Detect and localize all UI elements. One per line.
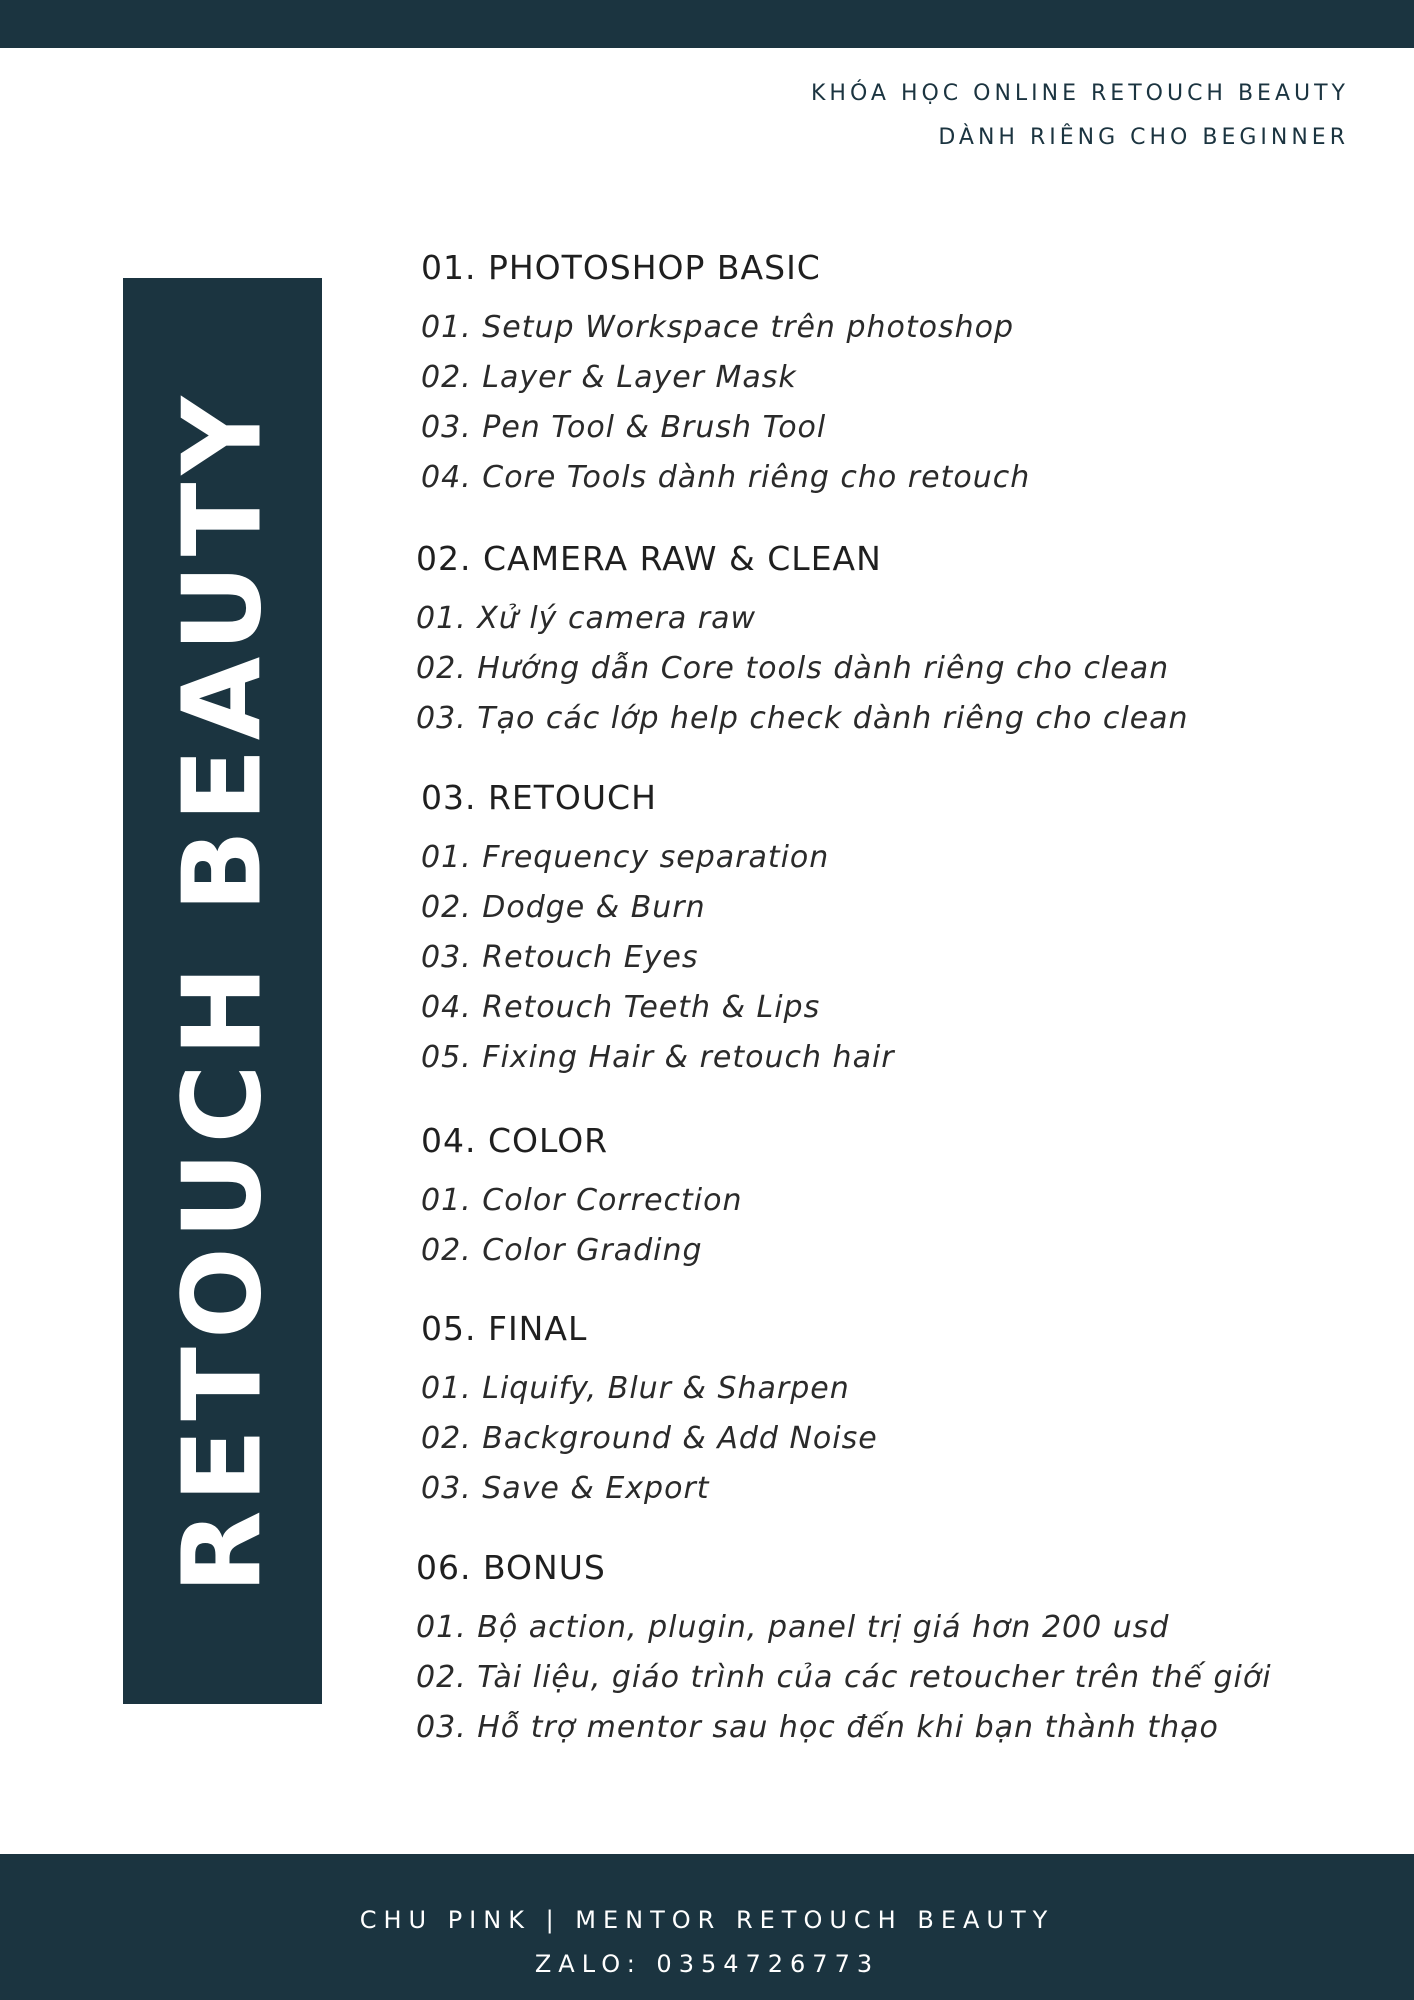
list-item: 02. Background & Add Noise <box>421 1421 878 1456</box>
list-item: 03. Save & Export <box>421 1471 710 1506</box>
footer-bar <box>0 1854 1414 2000</box>
section-heading-color: 04. COLOR <box>421 1121 609 1160</box>
list-item: 02. Hướng dẫn Core tools dành riêng cho clean <box>416 651 1170 686</box>
list-item: 03. Pen Tool & Brush Tool <box>421 410 827 445</box>
list-item: 03. Tạo các lớp help check dành riêng cho clean <box>416 701 1189 736</box>
list-item: 01. Setup Workspace trên photoshop <box>421 310 1015 345</box>
list-item: 02. Color Grading <box>421 1233 703 1268</box>
footer-mentor: CHU PINK | MENTOR RETOUCH BEAUTY <box>359 1906 1055 1934</box>
list-item: 01. Liquify, Blur & Sharpen <box>421 1371 850 1406</box>
section-heading-final: 05. FINAL <box>421 1309 588 1348</box>
list-item: 01. Color Correction <box>421 1183 743 1218</box>
list-item: 01. Bộ action, plugin, panel trị giá hơn 200 usd <box>416 1610 1170 1645</box>
header-line-audience: DÀNH RIÊNG CHO BEGINNER <box>938 125 1349 150</box>
list-item: 01. Xử lý camera raw <box>416 601 757 636</box>
list-item: 05. Fixing Hair & retouch hair <box>421 1040 895 1075</box>
header-line-course: KHÓA HỌC ONLINE RETOUCH BEAUTY <box>811 81 1349 106</box>
section-heading-camera-raw-clean: 02. CAMERA RAW & CLEAN <box>416 539 882 578</box>
side-title-band <box>123 278 322 1704</box>
section-heading-photoshop-basic: 01. PHOTOSHOP BASIC <box>421 248 821 287</box>
list-item: 04. Core Tools dành riêng cho retouch <box>421 460 1031 495</box>
list-item: 03. Retouch Eyes <box>421 940 699 975</box>
top-bar <box>0 0 1414 48</box>
list-item: 02. Layer & Layer Mask <box>421 360 797 395</box>
list-item: 01. Frequency separation <box>421 840 830 875</box>
header <box>811 72 1349 160</box>
footer-zalo: ZALO: 0354726773 <box>534 1950 880 1978</box>
list-item: 04. Retouch Teeth & Lips <box>421 990 821 1025</box>
section-heading-bonus: 06. BONUS <box>416 1548 606 1587</box>
list-item: 03. Hỗ trợ mentor sau học đến khi bạn thành thạo <box>416 1710 1219 1745</box>
section-heading-retouch: 03. RETOUCH <box>421 778 657 817</box>
list-item: 02. Tài liệu, giáo trình của các retoucher trên thế giới <box>416 1660 1272 1695</box>
list-item: 02. Dodge & Burn <box>421 890 706 925</box>
side-title: RETOUCH BEAUTY <box>160 388 285 1594</box>
